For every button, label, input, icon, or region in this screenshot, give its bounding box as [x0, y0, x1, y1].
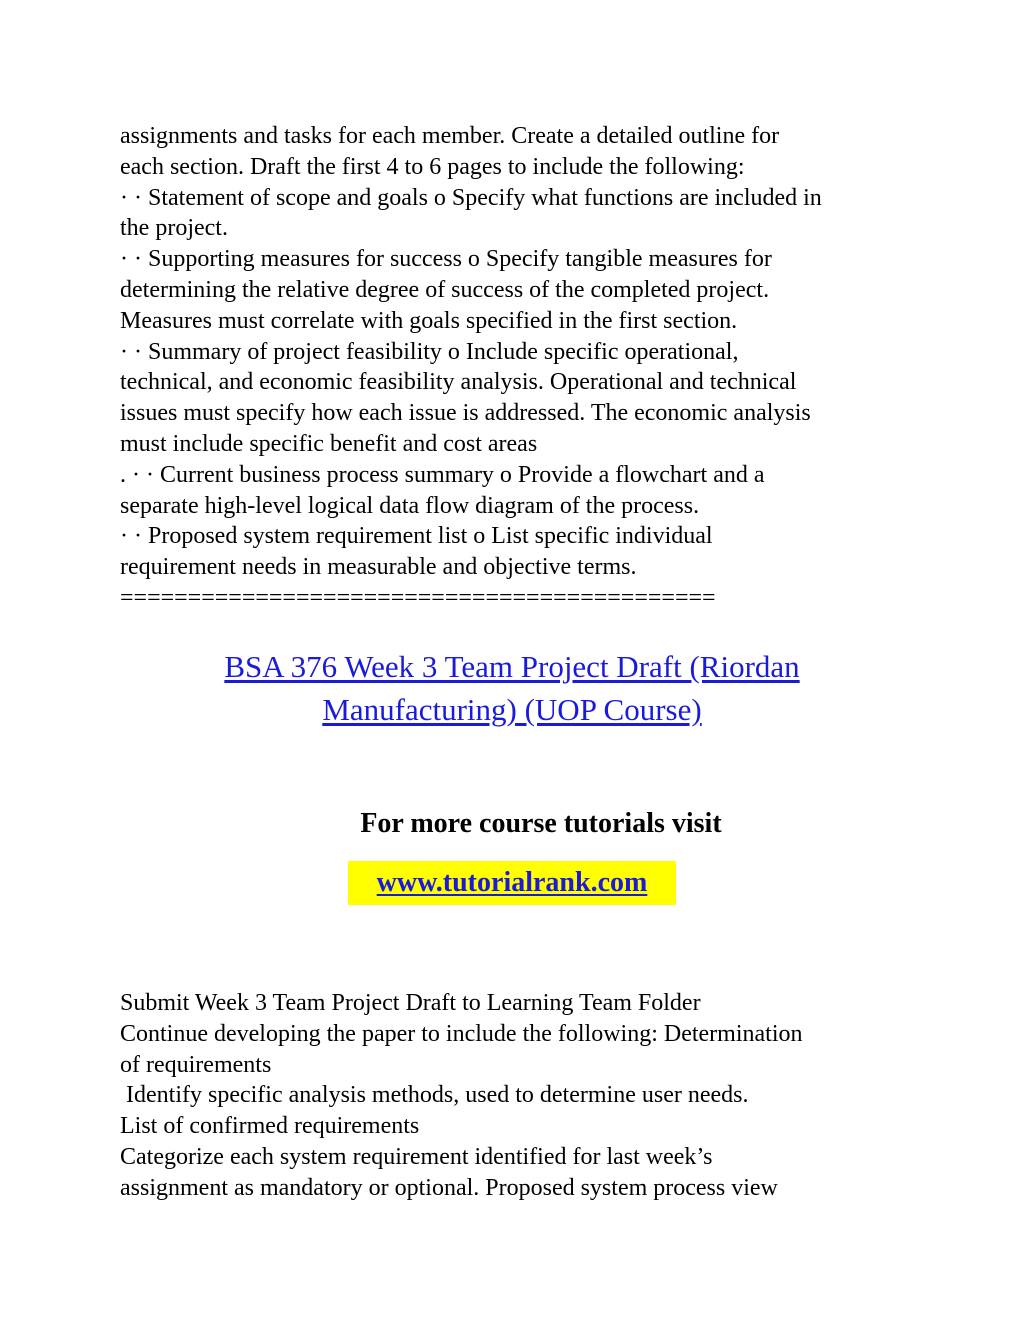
text-line: of requirements: [120, 1051, 272, 1078]
separator-line: ============================================: [120, 584, 716, 611]
text-line: · · Summary of project feasibility o Include specific operational,: [120, 338, 739, 365]
course-title-line-1: BSA 376 Week 3 Team Project Draft (Riordan: [224, 649, 800, 684]
course-title: [112, 645, 912, 731]
text-line: Identify specific analysis methods, used to determine user needs.: [120, 1082, 749, 1109]
text-line: assignment as mandatory or optional. Proposed system process view: [120, 1174, 778, 1201]
visit-prompt: For more course tutorials visit: [360, 808, 722, 839]
text-line: Measures must correlate with goals specified in the first section.: [120, 307, 738, 334]
text-line: technical, and economic feasibility analysis. Operational and technical: [120, 369, 797, 396]
site-link-highlight: [348, 861, 676, 905]
text-line: separate high-level logical data flow diagram of the process.: [120, 492, 700, 519]
text-line: issues must specify how each issue is addressed. The economic analysis: [120, 400, 811, 427]
text-line: assignments and tasks for each member. Create a detailed outline for: [120, 123, 780, 149]
course-title-line-2: Manufacturing) (UOP Course): [322, 692, 702, 727]
text-line: Submit Week 3 Team Project Draft to Learning Team Folder: [120, 990, 701, 1016]
text-line: Continue developing the paper to include the following: Determination: [120, 1020, 803, 1047]
text-line: List of confirmed requirements: [120, 1113, 420, 1140]
text-line: must include specific benefit and cost areas: [120, 430, 538, 457]
assignment-instructions: [120, 121, 920, 614]
project-description: [120, 988, 920, 1204]
text-line: each section. Draft the first 4 to 6 pages to include the following:: [120, 153, 745, 180]
text-line: the project.: [120, 215, 228, 242]
text-line: determining the relative degree of success of the completed project.: [120, 276, 770, 303]
text-line: Categorize each system requirement identified for last week’s: [120, 1143, 713, 1170]
text-line: · · Proposed system requirement list o List specific individual: [120, 523, 713, 550]
course-title-link[interactable]: [224, 649, 799, 727]
text-line: · · Statement of scope and goals o Specify what functions are included in: [120, 184, 822, 211]
text-line: · · Supporting measures for success o Specify tangible measures for: [120, 246, 772, 273]
tutorial-site-link[interactable]: www.tutorialrank.com: [376, 867, 648, 898]
text-line: requirement needs in measurable and objective terms.: [120, 554, 637, 581]
text-line: . · · Current business process summary o Provide a flowchart and a: [120, 461, 765, 488]
